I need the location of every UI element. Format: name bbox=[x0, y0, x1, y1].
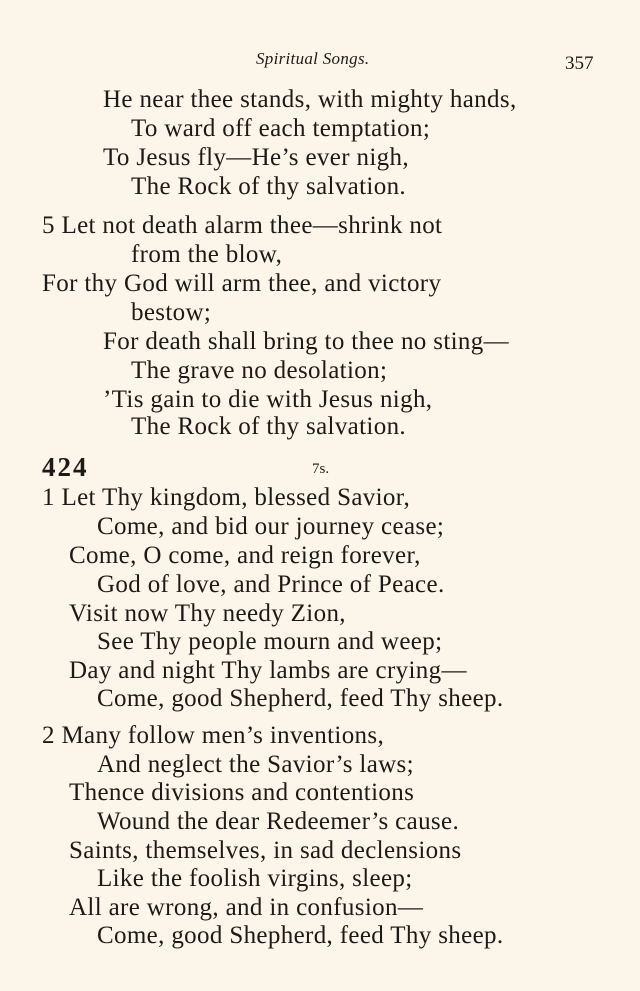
verse-line: The Rock of thy salvation. bbox=[131, 413, 407, 440]
verse-line: To Jesus fly—He’s ever nigh, bbox=[103, 144, 409, 171]
verse-line: Come, good Shepherd, feed Thy sheep. bbox=[97, 922, 504, 949]
verse-line: See Thy people mourn and weep; bbox=[97, 628, 443, 655]
verse-line: from the blow, bbox=[131, 241, 283, 268]
verse-line: And neglect the Savior’s laws; bbox=[97, 751, 414, 778]
verse-line: Saints, themselves, in sad declensions bbox=[69, 837, 462, 864]
verse-line: Come, O come, and reign forever, bbox=[69, 542, 421, 569]
verse-line: bestow; bbox=[131, 299, 212, 326]
running-header-title: Spiritual Songs. bbox=[256, 49, 370, 68]
page-number: 357 bbox=[565, 53, 594, 74]
verse-line: Thence divisions and contentions bbox=[69, 779, 415, 806]
verse-line: The grave no desolation; bbox=[131, 357, 388, 384]
tune-meter: 7s. bbox=[312, 461, 330, 477]
verse-line: Like the foolish virgins, sleep; bbox=[97, 865, 413, 892]
verse-line: Come, and bid our journey cease; bbox=[97, 513, 445, 540]
verse-line: ’Tis gain to die with Jesus nigh, bbox=[103, 386, 433, 413]
verse-line: Come, good Shepherd, feed Thy sheep. bbox=[97, 685, 504, 712]
verse-line: To ward off each temptation; bbox=[131, 115, 431, 142]
verse-line: God of love, and Prince of Peace. bbox=[97, 571, 445, 598]
verse-line: For death shall bring to thee no sting— bbox=[103, 328, 509, 355]
verse-line: Visit now Thy needy Zion, bbox=[69, 600, 346, 627]
verse-line: All are wrong, and in confusion— bbox=[69, 894, 424, 921]
verse-line: 1 Let Thy kingdom, blessed Savior, bbox=[42, 484, 411, 511]
verse-line: For thy God will arm thee, and victory bbox=[42, 270, 442, 297]
hymn-number: 424 bbox=[42, 452, 89, 482]
verse-line: The Rock of thy salvation. bbox=[131, 173, 407, 200]
verse-line: Day and night Thy lambs are crying— bbox=[69, 657, 467, 684]
verse-line: 5 Let not death alarm thee—shrink not bbox=[42, 212, 443, 239]
verse-line: He near thee stands, with mighty hands, bbox=[103, 86, 517, 113]
verse-line: 2 Many follow men’s inventions, bbox=[42, 722, 385, 749]
verse-line: Wound the dear Redeemer’s cause. bbox=[97, 808, 460, 835]
